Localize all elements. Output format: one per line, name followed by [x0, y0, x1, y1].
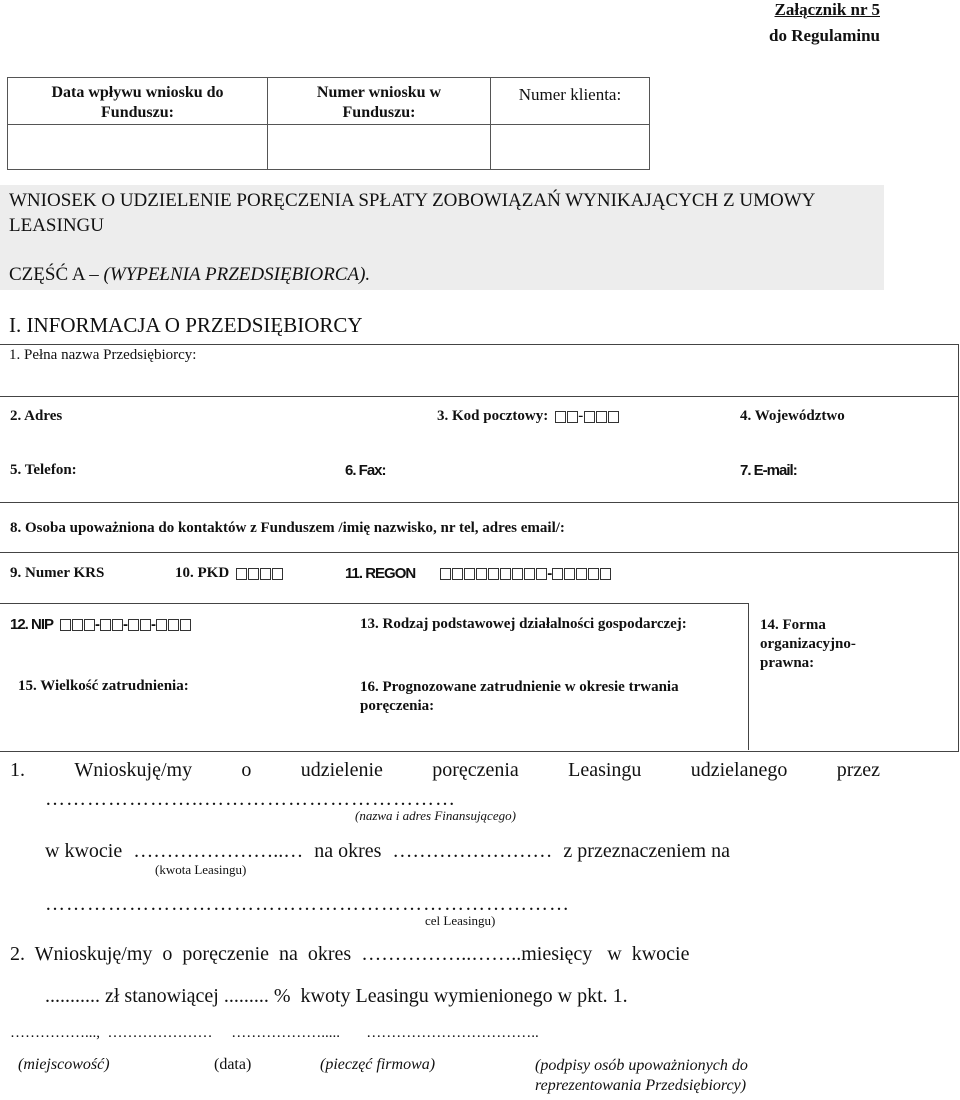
field-email-label[interactable]: 7. E-mail: [740, 462, 797, 479]
field-activity-label[interactable]: 13. Rodzaj podstawowej działalności gospodarczej: [360, 616, 687, 632]
guarantee-amount-line[interactable]: ........... zł stanowiącej ......... % kwoty Leasingu wymienionego w pkt. 1. [45, 985, 628, 1007]
purpose-field[interactable]: ………………………………………………………………… [45, 893, 570, 915]
purpose-caption: cel Leasingu) [425, 913, 496, 928]
p1-word: Wnioskuję/my [74, 759, 193, 781]
client-number-label: Numer klienta: [518, 85, 622, 104]
field-postal-code[interactable] [437, 408, 619, 425]
field-regon-label: 11. REGON [345, 565, 416, 582]
field-regon[interactable] [345, 565, 611, 582]
lessor-caption: (nazwa i adres Finansującego) [355, 808, 516, 823]
amount-caption: (kwota Leasingu) [155, 862, 247, 877]
part-italic: (WYPEŁNIA PRZEDSIĘBIORCA). [103, 264, 371, 285]
amount-field[interactable]: …………………..… [133, 840, 304, 862]
field-fax-label[interactable]: 6. Fax: [345, 462, 386, 479]
col-divider [748, 603, 749, 750]
sig-date-caption: (data) [214, 1056, 252, 1073]
row-divider [0, 552, 958, 553]
field-contact-person-label[interactable]: 8. Osoba upoważniona do kontaktów z Funduszem /imię nazwisko, nr tel, adres email/: [10, 520, 565, 536]
date-received-label: Data wpływu wniosku do Funduszu: [51, 84, 224, 121]
field-voivodeship-label[interactable]: 4. Województwo [740, 408, 845, 424]
field-forecast-employment-label[interactable]: 16. Prognozowane zatrudnienie w okresie trwania poręczenia: [360, 679, 679, 714]
p1-word: udzielenie [300, 759, 383, 781]
client-number-cell[interactable] [491, 78, 650, 125]
field-address-label[interactable]: 2. Adres [10, 408, 63, 424]
sig-place-caption: (miejscowość) [18, 1056, 110, 1073]
date-received-cell[interactable] [8, 78, 268, 125]
row-divider [0, 603, 748, 604]
period-label: na okres [314, 840, 382, 862]
row-divider [0, 502, 958, 503]
regon-boxes[interactable]: - [439, 565, 611, 582]
p1-word: o [241, 759, 252, 781]
request-paragraph-1 [10, 759, 880, 782]
guarantee-period-line[interactable]: 2. Wnioskuję/my o poręczenie na okres ……………..……..miesięcy w kwocie [10, 943, 690, 965]
sig-signatures-caption: (podpisy osób upoważnionych do reprezentowania Przedsiębiorcy) [535, 1057, 748, 1094]
nip-boxes[interactable]: - - - [59, 616, 191, 633]
field-pkd-label: 10. PKD [175, 565, 230, 581]
p1-word: poręczenia [432, 759, 519, 781]
field-pkd[interactable] [175, 565, 283, 582]
period-field[interactable]: …………………… [392, 840, 553, 862]
field-postal-code-label: 3. Kod pocztowy: [437, 408, 549, 424]
row-divider [0, 396, 958, 397]
attachment-regulation: do Regulaminu [769, 26, 880, 45]
p1-word: Leasingu [568, 759, 642, 781]
field-krs-label[interactable]: 9. Numer KRS [10, 565, 105, 581]
field-nip-label: 12. NIP [10, 616, 54, 633]
amount-label: w kwocie [45, 840, 123, 862]
application-number-cell[interactable] [268, 78, 491, 125]
p1-word: udzielanego [690, 759, 788, 781]
application-number-label: Numer wniosku w Funduszu: [316, 84, 442, 121]
field-nip[interactable] [10, 616, 191, 633]
form-title: WNIOSEK O UDZIELENIE PORĘCZENIA SPŁATY ZOBOWIĄZAŃ WYNIKAJĄCYCH Z UMOWY LEASINGU [9, 190, 815, 236]
lessor-name-field[interactable]: …………………..……………………………… [45, 788, 456, 810]
attachment-number: Załącznik nr 5 [774, 0, 880, 19]
part-prefix: CZĘŚĆ A – [9, 264, 104, 285]
field-legal-form-label[interactable]: 14. Forma organizacyjno-prawna: [760, 617, 856, 671]
amount-line [45, 840, 730, 863]
purpose-label: z przeznaczeniem na [563, 840, 730, 862]
p1-word: przez [836, 759, 880, 781]
p1-word: 1. [10, 759, 25, 781]
field-full-name-label: 1. Pełna nazwa Przedsiębiorcy: [9, 347, 197, 363]
sig-stamp-caption: (pieczęć firmowa) [320, 1056, 436, 1073]
signature-dots[interactable]: ……………..., ………………… ………………..... …………………………….. [10, 1025, 539, 1041]
section-heading: I. INFORMACJA O PRZEDSIĘBIORCY [9, 313, 363, 337]
header-table [7, 77, 650, 170]
field-employment-label[interactable]: 15. Wielkość zatrudnienia: [18, 678, 189, 694]
field-phone-label[interactable]: 5. Telefon: [10, 462, 77, 478]
part-a-heading [9, 264, 370, 286]
pkd-boxes[interactable] [235, 565, 283, 582]
postal-code-boxes[interactable]: - [554, 408, 619, 425]
